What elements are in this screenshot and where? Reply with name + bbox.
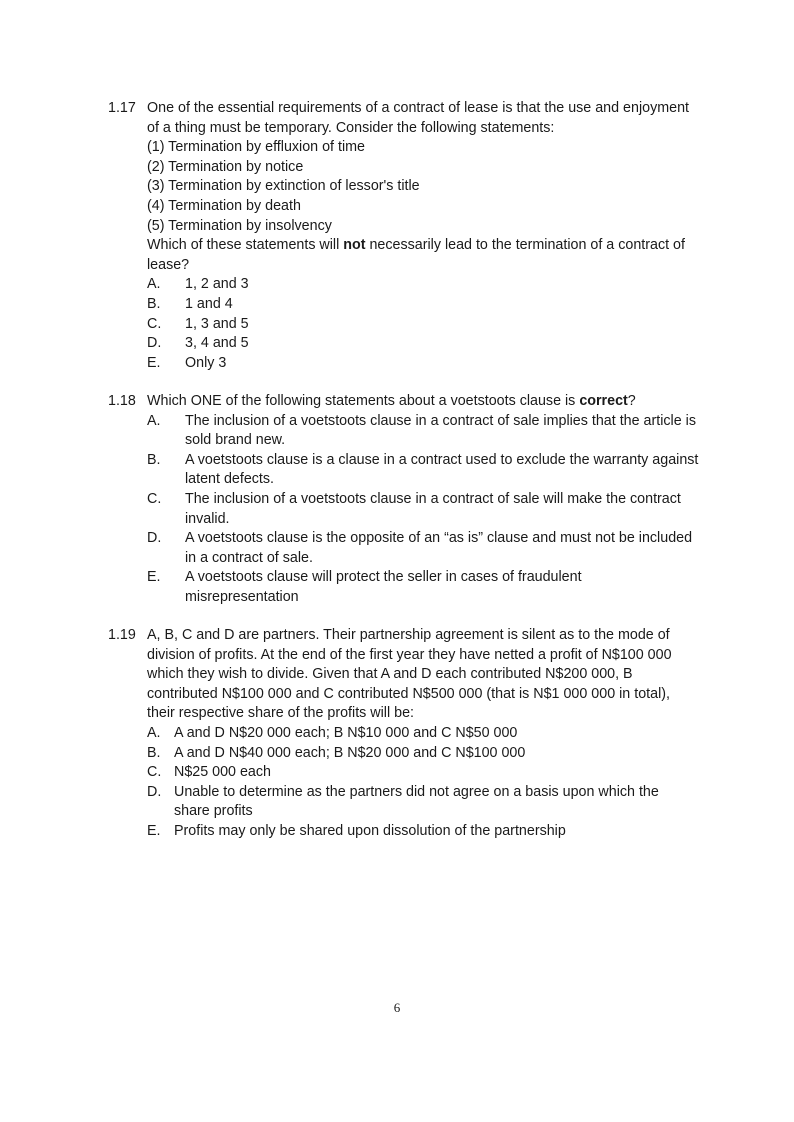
option-line: share profits — [174, 803, 253, 820]
option-text — [174, 783, 728, 822]
option-letter: E. — [147, 354, 161, 371]
emphasis-correct: correct — [579, 393, 628, 409]
option-letter: B. — [147, 744, 161, 761]
option-line: A voetstoots clause is the opposite of an “as is” clause and must not be included — [185, 530, 693, 547]
option-letter: D. — [147, 530, 162, 547]
option-text: N$25 000 each — [174, 764, 271, 781]
option-line: A voetstoots clause will protect the seller in cases of fraudulent — [185, 569, 582, 586]
prompt-text: Which of these statements will — [147, 237, 344, 254]
option-text: 3, 4 and 5 — [185, 335, 249, 352]
prompt-text: necessarily lead to the termination of a contract of — [365, 237, 685, 254]
option-letter: C. — [147, 764, 162, 781]
option-line: invalid. — [185, 510, 230, 527]
option-d — [147, 783, 728, 822]
stem-line: contributed N$100 000 and C contributed N$500 000 (that is N$1 000 000 in total), — [147, 685, 670, 702]
option-c — [147, 763, 728, 783]
option-text: 1, 3 and 5 — [185, 315, 249, 332]
option-letter: D. — [147, 335, 162, 352]
option-text — [185, 412, 728, 451]
option-a — [147, 412, 728, 451]
option-text — [185, 451, 728, 490]
option-letter: C. — [147, 490, 162, 507]
question-prompt — [147, 236, 728, 256]
option-c — [147, 315, 728, 335]
option-letter: B. — [147, 295, 161, 312]
question-1-19 — [108, 626, 728, 842]
option-letter: E. — [147, 569, 161, 586]
stem-line: One of the essential requirements of a contract of lease is that the use and enjoyment — [147, 100, 690, 116]
option-text: A and D N$40 000 each; B N$20 000 and C N$100 000 — [174, 744, 526, 761]
stem-line: their respective share of the profits will be: — [147, 705, 414, 722]
option-e — [147, 568, 728, 607]
option-d — [147, 334, 728, 354]
option-a — [147, 275, 728, 295]
statement-1: (1) Termination by effluxion of time — [147, 139, 365, 156]
option-line: Unable to determine as the partners did not agree on a basis upon which the — [174, 783, 659, 800]
statement-4: (4) Termination by death — [147, 197, 301, 214]
option-text: Profits may only be shared upon dissolution of the partnership — [174, 822, 566, 839]
question-body — [147, 392, 728, 608]
question-body — [147, 99, 728, 373]
stem-line: which they wish to divide. Given that A and D each contributed N$200 000, B — [147, 666, 633, 683]
statement-3: (3) Termination by extinction of lessor's title — [147, 178, 420, 195]
question-number: 1.19 — [108, 627, 136, 643]
stem-line: division of profits. At the end of the first year they have netted a profit of N$100 000 — [147, 646, 672, 663]
statement-2: (2) Termination by notice — [147, 158, 304, 175]
question-body — [147, 626, 728, 842]
option-line: in a contract of sale. — [185, 549, 313, 566]
question-1-17 — [108, 99, 728, 373]
option-b — [147, 451, 728, 490]
option-line: A voetstoots clause is a clause in a contract used to exclude the warranty against — [185, 451, 699, 468]
stem-line: A, B, C and D are partners. Their partnership agreement is silent as to the mode of — [147, 627, 670, 643]
option-c — [147, 490, 728, 529]
page-number: 6 — [393, 1000, 401, 1015]
option-letter: B. — [147, 451, 161, 468]
option-letter: C. — [147, 315, 162, 332]
option-letter: A. — [147, 412, 161, 429]
option-text: 1, 2 and 3 — [185, 276, 249, 293]
option-text — [185, 490, 728, 529]
question-number: 1.18 — [108, 393, 136, 409]
option-d — [147, 529, 728, 568]
option-line: The inclusion of a voetstoots clause in a contract of sale implies that the article is — [185, 412, 696, 429]
option-e — [147, 822, 728, 842]
option-b — [147, 295, 728, 315]
option-letter: E. — [147, 822, 161, 839]
option-line: sold brand new. — [185, 432, 286, 449]
option-text — [185, 568, 728, 607]
option-text — [185, 529, 728, 568]
option-text: A and D N$20 000 each; B N$10 000 and C N$50 000 — [174, 724, 518, 741]
option-b — [147, 744, 728, 764]
question-number: 1.17 — [108, 100, 136, 116]
option-text: 1 and 4 — [185, 295, 233, 312]
option-line: latent defects. — [185, 471, 275, 488]
option-a — [147, 724, 728, 744]
option-line: misrepresentation — [185, 588, 299, 605]
option-letter: A. — [147, 276, 161, 293]
option-text: Only 3 — [185, 354, 227, 371]
stem-text: Which ONE of the following statements about a voetstoots clause is — [147, 393, 580, 409]
stem-text: ? — [627, 393, 636, 409]
stem-line: of a thing must be temporary. Consider the following statements: — [147, 119, 555, 136]
option-letter: D. — [147, 783, 162, 800]
question-1-18 — [108, 392, 728, 608]
option-line: The inclusion of a voetstoots clause in a contract of sale will make the contract — [185, 490, 681, 507]
question-stem — [147, 392, 728, 412]
option-letter: A. — [147, 724, 161, 741]
option-e — [147, 354, 728, 374]
statement-5: (5) Termination by insolvency — [147, 217, 332, 234]
emphasis-not: not — [343, 237, 366, 254]
question-prompt-continued: lease? — [147, 256, 190, 273]
